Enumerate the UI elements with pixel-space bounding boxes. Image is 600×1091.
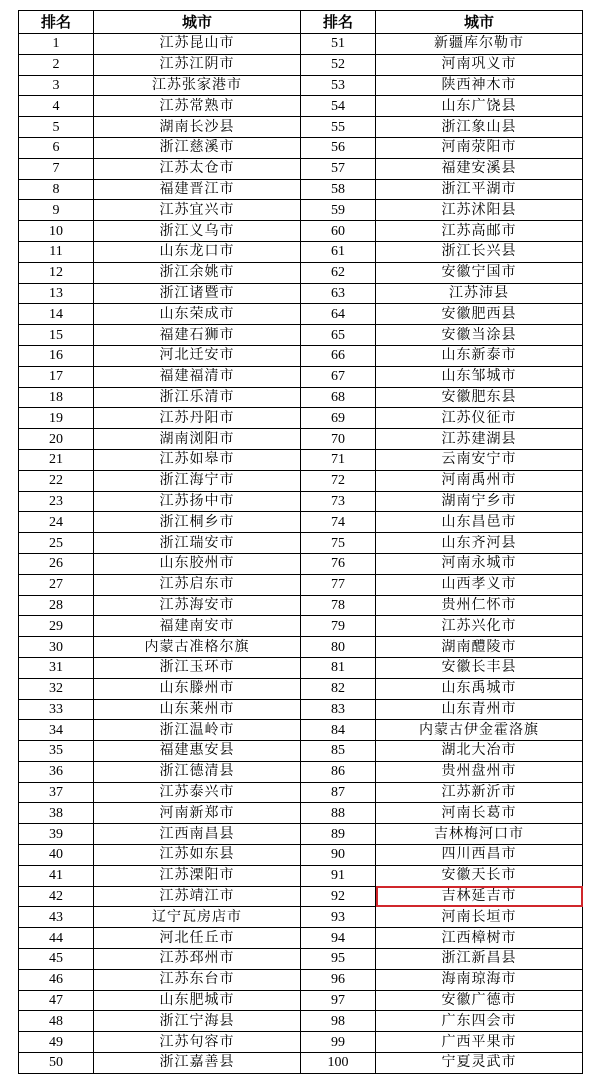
city-right-cell: 山东广饶县 bbox=[376, 96, 583, 117]
rank-left-cell: 8 bbox=[19, 179, 94, 200]
rank-left-cell: 50 bbox=[19, 1053, 94, 1074]
city-left-cell: 江苏溧阳市 bbox=[94, 865, 301, 886]
rank-right-cell: 86 bbox=[301, 761, 376, 782]
city-left-cell: 辽宁瓦房店市 bbox=[94, 907, 301, 928]
rank-left-cell: 40 bbox=[19, 845, 94, 866]
rank-left-cell: 18 bbox=[19, 387, 94, 408]
city-left-cell: 浙江玉环市 bbox=[94, 657, 301, 678]
city-right-cell: 山东昌邑市 bbox=[376, 512, 583, 533]
table-row bbox=[19, 907, 583, 928]
city-right-cell: 江西樟树市 bbox=[376, 928, 583, 949]
rank-left-cell: 34 bbox=[19, 720, 94, 741]
rank-right-cell: 92 bbox=[301, 886, 376, 907]
city-right-cell: 福建安溪县 bbox=[376, 158, 583, 179]
rank-right-cell: 91 bbox=[301, 865, 376, 886]
table-row bbox=[19, 595, 583, 616]
city-right-cell: 安徽肥东县 bbox=[376, 387, 583, 408]
table-row bbox=[19, 1032, 583, 1053]
table-row bbox=[19, 1011, 583, 1032]
city-left-cell: 江苏靖江市 bbox=[94, 886, 301, 907]
city-left-cell: 江苏江阴市 bbox=[94, 54, 301, 75]
city-right-cell: 陕西神木市 bbox=[376, 75, 583, 96]
rank-right-cell: 94 bbox=[301, 928, 376, 949]
city-right-cell: 山东齐河县 bbox=[376, 533, 583, 554]
rank-right-cell: 89 bbox=[301, 824, 376, 845]
city-right-cell: 安徽广德市 bbox=[376, 990, 583, 1011]
city-right-cell: 云南安宁市 bbox=[376, 449, 583, 470]
city-left-cell: 江苏常熟市 bbox=[94, 96, 301, 117]
city-left-cell: 浙江德清县 bbox=[94, 761, 301, 782]
rank-left-cell: 26 bbox=[19, 553, 94, 574]
city-left-cell: 江苏如东县 bbox=[94, 845, 301, 866]
rank-right-cell: 52 bbox=[301, 54, 376, 75]
city-left-cell: 江苏泰兴市 bbox=[94, 782, 301, 803]
rank-right-cell: 55 bbox=[301, 117, 376, 138]
city-right-cell: 江苏建湖县 bbox=[376, 429, 583, 450]
rank-right-cell: 99 bbox=[301, 1032, 376, 1053]
city-right-cell: 宁夏灵武市 bbox=[376, 1053, 583, 1074]
city-left-cell: 河北迁安市 bbox=[94, 345, 301, 366]
rank-right-cell: 98 bbox=[301, 1011, 376, 1032]
city-left-cell: 福建石狮市 bbox=[94, 325, 301, 346]
city-left-cell: 江苏太仓市 bbox=[94, 158, 301, 179]
rank-right-cell: 72 bbox=[301, 470, 376, 491]
rank-left-cell: 33 bbox=[19, 699, 94, 720]
table-row bbox=[19, 824, 583, 845]
rank-left-cell: 13 bbox=[19, 283, 94, 304]
city-right-cell: 河南长垣市 bbox=[376, 907, 583, 928]
table-row bbox=[19, 533, 583, 554]
rank-right-cell: 58 bbox=[301, 179, 376, 200]
table-row bbox=[19, 553, 583, 574]
table-row bbox=[19, 96, 583, 117]
rank-left-cell: 43 bbox=[19, 907, 94, 928]
rank-right-cell: 57 bbox=[301, 158, 376, 179]
table-row bbox=[19, 699, 583, 720]
rank-right-cell: 60 bbox=[301, 221, 376, 242]
city-right-cell: 浙江长兴县 bbox=[376, 241, 583, 262]
rank-right-cell: 67 bbox=[301, 366, 376, 387]
rank-right-cell: 81 bbox=[301, 657, 376, 678]
rank-left-cell: 17 bbox=[19, 366, 94, 387]
rank-right-cell: 71 bbox=[301, 449, 376, 470]
city-left-cell: 江苏张家港市 bbox=[94, 75, 301, 96]
table-row bbox=[19, 574, 583, 595]
city-left-cell: 江苏丹阳市 bbox=[94, 408, 301, 429]
city-left-cell: 江苏宜兴市 bbox=[94, 200, 301, 221]
table-row bbox=[19, 179, 583, 200]
city-left-cell: 江苏启东市 bbox=[94, 574, 301, 595]
table-row bbox=[19, 366, 583, 387]
rank-left-cell: 30 bbox=[19, 637, 94, 658]
header-rank-left: 排名 bbox=[19, 11, 94, 34]
rank-left-cell: 23 bbox=[19, 491, 94, 512]
rank-right-cell: 61 bbox=[301, 241, 376, 262]
city-right-cell: 广西平果市 bbox=[376, 1032, 583, 1053]
city-left-cell: 福建惠安县 bbox=[94, 741, 301, 762]
rank-left-cell: 12 bbox=[19, 262, 94, 283]
rank-right-cell: 80 bbox=[301, 637, 376, 658]
rank-right-cell: 62 bbox=[301, 262, 376, 283]
table-row bbox=[19, 720, 583, 741]
table-row bbox=[19, 637, 583, 658]
city-right-cell: 安徽当涂县 bbox=[376, 325, 583, 346]
table-row bbox=[19, 54, 583, 75]
table-row bbox=[19, 782, 583, 803]
table-row bbox=[19, 345, 583, 366]
city-right-cell: 湖南醴陵市 bbox=[376, 637, 583, 658]
rank-right-cell: 68 bbox=[301, 387, 376, 408]
rank-right-cell: 95 bbox=[301, 949, 376, 970]
city-left-cell: 湖南长沙县 bbox=[94, 117, 301, 138]
table-row bbox=[19, 241, 583, 262]
city-left-cell: 山东胶州市 bbox=[94, 553, 301, 574]
rank-left-cell: 28 bbox=[19, 595, 94, 616]
city-right-cell: 安徽肥西县 bbox=[376, 304, 583, 325]
city-right-cell: 安徽长丰县 bbox=[376, 657, 583, 678]
city-left-cell: 江苏句容市 bbox=[94, 1032, 301, 1053]
city-left-cell: 江苏东台市 bbox=[94, 969, 301, 990]
rank-right-cell: 79 bbox=[301, 616, 376, 637]
rank-left-cell: 15 bbox=[19, 325, 94, 346]
rank-right-cell: 100 bbox=[301, 1053, 376, 1074]
rank-left-cell: 38 bbox=[19, 803, 94, 824]
table-row bbox=[19, 969, 583, 990]
rank-left-cell: 45 bbox=[19, 949, 94, 970]
table-row bbox=[19, 262, 583, 283]
rank-right-cell: 56 bbox=[301, 137, 376, 158]
city-right-cell: 广东四会市 bbox=[376, 1011, 583, 1032]
rank-left-cell: 20 bbox=[19, 429, 94, 450]
rank-left-cell: 32 bbox=[19, 678, 94, 699]
rank-right-cell: 69 bbox=[301, 408, 376, 429]
city-right-cell: 浙江平湖市 bbox=[376, 179, 583, 200]
rank-left-cell: 36 bbox=[19, 761, 94, 782]
city-left-cell: 山东荣成市 bbox=[94, 304, 301, 325]
rank-right-cell: 97 bbox=[301, 990, 376, 1011]
table-row bbox=[19, 449, 583, 470]
city-right-cell: 河南巩义市 bbox=[376, 54, 583, 75]
rank-right-cell: 74 bbox=[301, 512, 376, 533]
rank-right-cell: 93 bbox=[301, 907, 376, 928]
city-right-cell: 吉林梅河口市 bbox=[376, 824, 583, 845]
rank-left-cell: 10 bbox=[19, 221, 94, 242]
rank-right-cell: 65 bbox=[301, 325, 376, 346]
rank-left-cell: 46 bbox=[19, 969, 94, 990]
table-row bbox=[19, 75, 583, 96]
city-right-cell: 江苏兴化市 bbox=[376, 616, 583, 637]
rank-right-cell: 53 bbox=[301, 75, 376, 96]
header-city-right: 城市 bbox=[376, 11, 583, 34]
rank-left-cell: 39 bbox=[19, 824, 94, 845]
city-right-cell: 江苏仪征市 bbox=[376, 408, 583, 429]
table-row bbox=[19, 761, 583, 782]
city-left-cell: 浙江瑞安市 bbox=[94, 533, 301, 554]
table-row bbox=[19, 429, 583, 450]
rank-left-cell: 29 bbox=[19, 616, 94, 637]
rank-left-cell: 7 bbox=[19, 158, 94, 179]
table-row bbox=[19, 741, 583, 762]
city-right-cell: 贵州盘州市 bbox=[376, 761, 583, 782]
city-right-cell: 山东禹城市 bbox=[376, 678, 583, 699]
rank-right-cell: 87 bbox=[301, 782, 376, 803]
city-right-cell: 新疆库尔勒市 bbox=[376, 34, 583, 55]
header-rank-right: 排名 bbox=[301, 11, 376, 34]
city-right-cell: 内蒙古伊金霍洛旗 bbox=[376, 720, 583, 741]
city-left-cell: 江苏邳州市 bbox=[94, 949, 301, 970]
city-left-cell: 浙江温岭市 bbox=[94, 720, 301, 741]
rank-right-cell: 84 bbox=[301, 720, 376, 741]
city-left-cell: 浙江义乌市 bbox=[94, 221, 301, 242]
city-left-cell: 山东滕州市 bbox=[94, 678, 301, 699]
rank-left-cell: 44 bbox=[19, 928, 94, 949]
rank-left-cell: 9 bbox=[19, 200, 94, 221]
city-right-cell: 山东邹城市 bbox=[376, 366, 583, 387]
city-right-cell: 山东青州市 bbox=[376, 699, 583, 720]
city-left-cell: 河北任丘市 bbox=[94, 928, 301, 949]
city-right-cell: 江苏新沂市 bbox=[376, 782, 583, 803]
highlighted-city-cell: 吉林延吉市 bbox=[376, 886, 583, 907]
rank-left-cell: 16 bbox=[19, 345, 94, 366]
rank-right-cell: 70 bbox=[301, 429, 376, 450]
rank-right-cell: 64 bbox=[301, 304, 376, 325]
city-left-cell: 山东龙口市 bbox=[94, 241, 301, 262]
city-left-cell: 内蒙古准格尔旗 bbox=[94, 637, 301, 658]
city-left-cell: 江西南昌县 bbox=[94, 824, 301, 845]
table-row bbox=[19, 928, 583, 949]
city-left-cell: 福建晋江市 bbox=[94, 179, 301, 200]
city-right-cell: 河南长葛市 bbox=[376, 803, 583, 824]
city-left-cell: 浙江慈溪市 bbox=[94, 137, 301, 158]
rank-right-cell: 73 bbox=[301, 491, 376, 512]
rank-right-cell: 78 bbox=[301, 595, 376, 616]
rank-left-cell: 21 bbox=[19, 449, 94, 470]
table-row bbox=[19, 304, 583, 325]
city-right-cell: 海南琼海市 bbox=[376, 969, 583, 990]
table-row bbox=[19, 34, 583, 55]
city-left-cell: 浙江余姚市 bbox=[94, 262, 301, 283]
table-row bbox=[19, 616, 583, 637]
table-row bbox=[19, 803, 583, 824]
rank-left-cell: 24 bbox=[19, 512, 94, 533]
rank-left-cell: 2 bbox=[19, 54, 94, 75]
table-row bbox=[19, 408, 583, 429]
ranking-table-container bbox=[18, 10, 583, 1074]
rank-right-cell: 51 bbox=[301, 34, 376, 55]
table-row bbox=[19, 657, 583, 678]
rank-left-cell: 42 bbox=[19, 886, 94, 907]
rank-right-cell: 75 bbox=[301, 533, 376, 554]
table-row bbox=[19, 283, 583, 304]
rank-right-cell: 85 bbox=[301, 741, 376, 762]
table-row bbox=[19, 949, 583, 970]
rank-right-cell: 76 bbox=[301, 553, 376, 574]
city-right-cell: 浙江象山县 bbox=[376, 117, 583, 138]
rank-left-cell: 6 bbox=[19, 137, 94, 158]
header-row bbox=[19, 11, 583, 34]
city-left-cell: 江苏如皋市 bbox=[94, 449, 301, 470]
city-right-cell: 江苏高邮市 bbox=[376, 221, 583, 242]
city-left-cell: 江苏海安市 bbox=[94, 595, 301, 616]
rank-left-cell: 25 bbox=[19, 533, 94, 554]
table-row bbox=[19, 678, 583, 699]
rank-right-cell: 63 bbox=[301, 283, 376, 304]
city-right-cell: 安徽天长市 bbox=[376, 865, 583, 886]
rank-left-cell: 19 bbox=[19, 408, 94, 429]
rank-right-cell: 77 bbox=[301, 574, 376, 595]
city-left-cell: 浙江诸暨市 bbox=[94, 283, 301, 304]
table-row bbox=[19, 117, 583, 138]
city-right-cell: 山西孝义市 bbox=[376, 574, 583, 595]
rank-left-cell: 11 bbox=[19, 241, 94, 262]
table-row bbox=[19, 865, 583, 886]
city-left-cell: 浙江乐清市 bbox=[94, 387, 301, 408]
table-body bbox=[19, 34, 583, 1074]
table-row bbox=[19, 137, 583, 158]
ranking-table bbox=[18, 10, 583, 1074]
table-row bbox=[19, 491, 583, 512]
rank-left-cell: 31 bbox=[19, 657, 94, 678]
rank-right-cell: 96 bbox=[301, 969, 376, 990]
table-row bbox=[19, 158, 583, 179]
city-right-cell: 河南永城市 bbox=[376, 553, 583, 574]
city-left-cell: 浙江宁海县 bbox=[94, 1011, 301, 1032]
city-left-cell: 福建福清市 bbox=[94, 366, 301, 387]
table-row bbox=[19, 200, 583, 221]
table-row bbox=[19, 990, 583, 1011]
table-row bbox=[19, 387, 583, 408]
rank-left-cell: 48 bbox=[19, 1011, 94, 1032]
rank-left-cell: 35 bbox=[19, 741, 94, 762]
table-row bbox=[19, 470, 583, 491]
header-city-left: 城市 bbox=[94, 11, 301, 34]
rank-left-cell: 4 bbox=[19, 96, 94, 117]
city-left-cell: 山东莱州市 bbox=[94, 699, 301, 720]
rank-left-cell: 1 bbox=[19, 34, 94, 55]
rank-left-cell: 5 bbox=[19, 117, 94, 138]
rank-left-cell: 41 bbox=[19, 865, 94, 886]
city-left-cell: 山东肥城市 bbox=[94, 990, 301, 1011]
city-left-cell: 湖南浏阳市 bbox=[94, 429, 301, 450]
rank-left-cell: 47 bbox=[19, 990, 94, 1011]
table-row bbox=[19, 886, 583, 907]
table-row bbox=[19, 325, 583, 346]
rank-left-cell: 3 bbox=[19, 75, 94, 96]
rank-left-cell: 14 bbox=[19, 304, 94, 325]
table-row bbox=[19, 512, 583, 533]
city-left-cell: 河南新郑市 bbox=[94, 803, 301, 824]
table-row bbox=[19, 1053, 583, 1074]
rank-left-cell: 27 bbox=[19, 574, 94, 595]
rank-left-cell: 37 bbox=[19, 782, 94, 803]
city-right-cell: 安徽宁国市 bbox=[376, 262, 583, 283]
city-right-cell: 湖南宁乡市 bbox=[376, 491, 583, 512]
rank-left-cell: 22 bbox=[19, 470, 94, 491]
table-row bbox=[19, 221, 583, 242]
city-right-cell: 山东新泰市 bbox=[376, 345, 583, 366]
city-left-cell: 浙江嘉善县 bbox=[94, 1053, 301, 1074]
city-right-cell: 浙江新昌县 bbox=[376, 949, 583, 970]
city-right-cell: 湖北大冶市 bbox=[376, 741, 583, 762]
rank-right-cell: 59 bbox=[301, 200, 376, 221]
rank-left-cell: 49 bbox=[19, 1032, 94, 1053]
city-left-cell: 浙江桐乡市 bbox=[94, 512, 301, 533]
city-left-cell: 江苏扬中市 bbox=[94, 491, 301, 512]
rank-right-cell: 88 bbox=[301, 803, 376, 824]
rank-right-cell: 66 bbox=[301, 345, 376, 366]
city-left-cell: 福建南安市 bbox=[94, 616, 301, 637]
city-left-cell: 江苏昆山市 bbox=[94, 34, 301, 55]
city-right-cell: 江苏沛县 bbox=[376, 283, 583, 304]
rank-right-cell: 90 bbox=[301, 845, 376, 866]
rank-right-cell: 82 bbox=[301, 678, 376, 699]
rank-right-cell: 83 bbox=[301, 699, 376, 720]
city-left-cell: 浙江海宁市 bbox=[94, 470, 301, 491]
city-right-cell: 江苏沭阳县 bbox=[376, 200, 583, 221]
city-right-cell: 河南禹州市 bbox=[376, 470, 583, 491]
city-right-cell: 贵州仁怀市 bbox=[376, 595, 583, 616]
rank-right-cell: 54 bbox=[301, 96, 376, 117]
table-row bbox=[19, 845, 583, 866]
city-right-cell: 四川西昌市 bbox=[376, 845, 583, 866]
city-right-cell: 河南荥阳市 bbox=[376, 137, 583, 158]
